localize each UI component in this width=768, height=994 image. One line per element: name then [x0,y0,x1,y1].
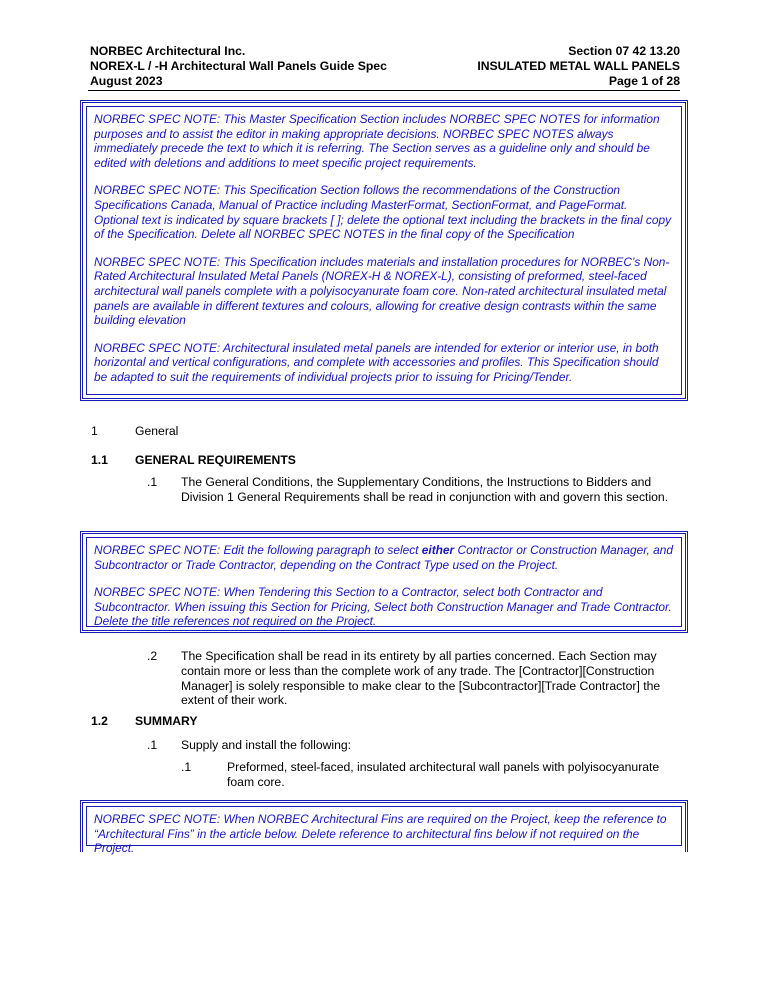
section-number: Section 07 42 13.20 [568,44,680,58]
article-title: SUMMARY [135,714,198,728]
paragraph-text: The General Conditions, the Supplementary Conditions, the Instructions to Bidders and Division 1 General Requirements shall be read in conjunction with and govern this section. [181,475,669,504]
subparagraph-number: .1 [181,760,192,774]
spec-note [94,543,673,572]
spec-note-box [80,531,688,633]
page-number: Page 1 of 28 [608,74,680,88]
section-title: INSULATED METAL WALL PANELS [477,59,680,73]
paragraph-text: The Specification shall be read in its entirety by all parties concerned. Each Section may contain more or less than the complete work of any trade. The [Contractor][Construction Manager] is solely responsible to make clear to the [Subcontractor][Trade Contractor] the extent of their work. [181,649,661,708]
spec-note: NORBEC SPEC NOTE: This Specification includes materials and installation procedures for NORBEC’s Non-Rated Architectural Insulated Metal Panels (NOREX-H & NOREX-L), consisting of preformed, steel-faced architectural wall panels complete with a polyisocyanurate foam core. Non-rated architectural insulated metal panels are available in different textures and colours, allowing for creative design contrasts within the same building elevation [94,254,670,328]
paragraph-number: .2 [147,649,158,663]
paragraph-number: .1 [147,738,158,752]
spec-note-emphasis: either [421,543,455,557]
part-number: 1 [91,424,98,438]
company-name: NORBEC Architectural Inc. [90,44,246,58]
spec-note-box [80,800,688,856]
subparagraph-text: Preformed, steel-faced, insulated architectural wall panels with polyisocyanurate foam core. [227,760,660,789]
paragraph-number: .1 [147,475,158,489]
header-rule [88,90,680,91]
spec-note: NORBEC SPEC NOTE: Architectural insulated metal panels are intended for exterior or interior use, in both horizontal and vertical configurations, and complete with accessories and profiles. This Specification should be adapted to suit the requirements of individual projects prior to issuing for Pricing/Tender. [94,340,659,384]
spec-note-text: Contractor or Construction Manager, and Subcontractor or Trade Contractor, depending on the Contract Type used on the Project. [94,543,673,572]
part-title: General [135,424,179,438]
header-right [477,44,680,89]
article-number: 1.2 [91,714,108,728]
header-left [90,44,387,89]
spec-note-box [80,100,688,401]
article-number: 1.1 [91,453,108,467]
paragraph-text: Supply and install the following: [181,738,352,752]
spec-note: NORBEC SPEC NOTE: When Tendering this Section to a Contractor, select both Contractor and Subcontractor. When issuing this Section for Pricing, Select both Construction Manager and Trade Contractor. Delete the title references not required on the Project. [94,585,672,629]
spec-note-text: NORBEC SPEC NOTE: Edit the following paragraph to select [94,543,422,557]
spec-note: NORBEC SPEC NOTE: This Specification Section follows the recommendations of the Construction Specifications Canada, Manual of Practice including MasterFormat, SectionFormat, and PageFormat. Optional text is indicated by square brackets [ ]; delete the optional text including the brackets in the final copy of the Specification. Delete all NORBEC SPEC NOTES in the final copy of the Specification [94,183,672,242]
issue-date: August 2023 [90,74,163,88]
spec-note: NORBEC SPEC NOTE: This Master Specification Section includes NORBEC SPEC NOTES for information purposes and to assist the editor in making appropriate decisions. NORBEC SPEC NOTES always immediately precede the text to which it is referring. The Section serves as a guideline only and should be edited with deletions and additions to meet specific project requirements. [94,112,660,170]
spec-title: NOREX-L / -H Architectural Wall Panels Guide Spec [90,59,387,73]
article-title: GENERAL REQUIREMENTS [135,453,296,467]
spec-note: NORBEC SPEC NOTE: When NORBEC Architectural Fins are required on the Project, keep the reference to “Architectural Fins” in the article below. Delete reference to architectural fins below if not required on the Project. [94,812,667,856]
